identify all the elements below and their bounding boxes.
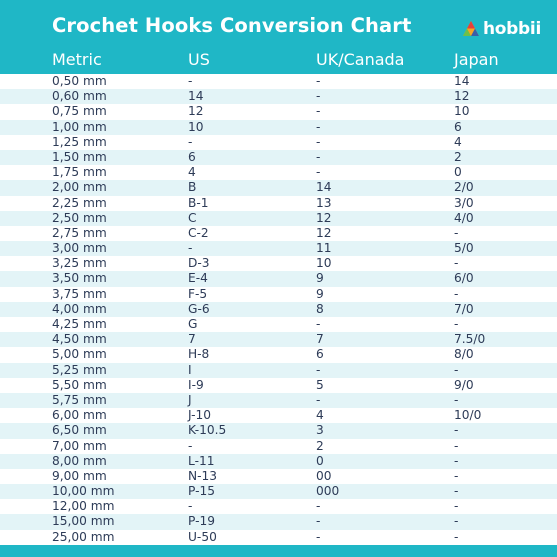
column-header-japan: Japan: [454, 50, 499, 69]
table-row: [0, 317, 557, 332]
table-cell: 8,00 mm: [52, 453, 107, 468]
table-cell: -: [454, 392, 459, 407]
table-row: [0, 423, 557, 438]
column-header-metric: Metric: [52, 50, 102, 69]
table-cell: 10: [316, 256, 332, 271]
table-cell: 9,00 mm: [52, 468, 107, 483]
table-cell: 12: [454, 89, 470, 104]
table-row: [0, 363, 557, 378]
table-cell: 7: [188, 332, 196, 347]
table-row: [0, 347, 557, 362]
table-cell: -: [316, 514, 321, 529]
table-cell: 9/0: [454, 377, 474, 392]
table-row: [0, 469, 557, 484]
table-cell: 10,00 mm: [52, 484, 115, 499]
table-row: [0, 484, 557, 499]
table-cell: -: [454, 453, 459, 468]
table-cell: -: [454, 225, 459, 240]
table-row: [0, 196, 557, 211]
table-cell: 1,25 mm: [52, 134, 107, 149]
conversion-table: [0, 74, 557, 545]
table-cell: -: [188, 241, 193, 256]
table-cell: -: [316, 499, 321, 514]
table-cell: -: [454, 317, 459, 331]
table-cell: -: [316, 89, 321, 104]
table-cell: 0: [316, 453, 324, 468]
page-title: Crochet Hooks Conversion Chart: [52, 14, 412, 37]
column-header-us: US: [188, 50, 210, 69]
table-cell: 7,00 mm: [52, 438, 107, 453]
table-row: [0, 89, 557, 104]
table-cell: 15,00 mm: [52, 514, 115, 529]
table-cell: -: [454, 256, 459, 271]
table-row: [0, 454, 557, 469]
table-cell: 10/0: [454, 408, 482, 423]
table-row: [0, 226, 557, 241]
table-cell: I: [188, 362, 192, 377]
table-cell: 1,75 mm: [52, 165, 107, 180]
table-row: [0, 74, 557, 89]
table-cell: -: [316, 392, 321, 407]
table-cell: 2,50 mm: [52, 210, 107, 225]
table-cell: 2: [454, 149, 462, 164]
table-cell: -: [316, 119, 321, 134]
table-cell: P-15: [188, 484, 215, 499]
footer-bar: [0, 545, 557, 557]
table-cell: B-1: [188, 195, 209, 210]
table-cell: -: [454, 529, 459, 544]
table-cell: K-10.5: [188, 423, 227, 438]
table-cell: D-3: [188, 256, 210, 271]
table-cell: 5,75 mm: [52, 392, 107, 407]
table-row: [0, 150, 557, 165]
table-cell: -: [454, 484, 459, 499]
table-cell: 3,00 mm: [52, 241, 107, 256]
table-cell: 10: [188, 119, 204, 134]
table-cell: 8/0: [454, 347, 474, 362]
table-cell: 14: [454, 74, 470, 88]
table-cell: 5: [316, 377, 324, 392]
table-row: [0, 241, 557, 256]
table-row: [0, 287, 557, 302]
table-cell: C: [188, 210, 197, 225]
table-cell: 12: [316, 225, 332, 240]
table-row: [0, 530, 557, 545]
table-cell: 3/0: [454, 195, 474, 210]
table-cell: 6: [188, 149, 196, 164]
table-cell: 2: [316, 438, 324, 453]
table-cell: B: [188, 180, 197, 195]
table-cell: 4,25 mm: [52, 317, 107, 331]
table-cell: 0,50 mm: [52, 74, 107, 88]
table-cell: 9: [316, 286, 324, 301]
table-row: [0, 393, 557, 408]
table-cell: 4,00 mm: [52, 301, 107, 316]
table-cell: 6,50 mm: [52, 423, 107, 438]
hobbii-yarn-logo-icon: [462, 20, 480, 38]
table-cell: J-10: [188, 408, 212, 423]
table-cell: -: [454, 499, 459, 514]
table-cell: -: [454, 438, 459, 453]
table-cell: 0,75 mm: [52, 104, 107, 119]
table-cell: 12: [188, 104, 204, 119]
table-cell: 12,00 mm: [52, 499, 115, 514]
table-cell: 4/0: [454, 210, 474, 225]
header: [0, 0, 557, 74]
table-cell: H-8: [188, 347, 210, 362]
table-row: [0, 408, 557, 423]
table-cell: 6,00 mm: [52, 408, 107, 423]
table-cell: 5/0: [454, 241, 474, 256]
table-cell: 14: [316, 180, 332, 195]
table-cell: G-6: [188, 301, 210, 316]
table-cell: 14: [188, 89, 204, 104]
table-row: [0, 104, 557, 119]
table-cell: -: [316, 104, 321, 119]
table-cell: 1,00 mm: [52, 119, 107, 134]
table-cell: 10: [454, 104, 470, 119]
table-cell: 2,00 mm: [52, 180, 107, 195]
table-cell: I-9: [188, 377, 204, 392]
table-cell: 12: [316, 210, 332, 225]
table-cell: 3: [316, 423, 324, 438]
table-cell: -: [316, 529, 321, 544]
table-row: [0, 120, 557, 135]
table-cell: -: [454, 514, 459, 529]
table-cell: 11: [316, 241, 332, 256]
table-cell: 1,50 mm: [52, 149, 107, 164]
table-cell: L-11: [188, 453, 215, 468]
table-cell: -: [188, 74, 193, 88]
table-cell: 2,25 mm: [52, 195, 107, 210]
brand-logo: [462, 15, 541, 43]
table-cell: 4: [454, 134, 462, 149]
table-cell: 7/0: [454, 301, 474, 316]
table-cell: 0: [454, 165, 462, 180]
table-row: [0, 135, 557, 150]
table-cell: 2,75 mm: [52, 225, 107, 240]
table-cell: 13: [316, 195, 332, 210]
table-cell: -: [454, 468, 459, 483]
table-cell: 5,25 mm: [52, 362, 107, 377]
table-cell: F-5: [188, 286, 208, 301]
table-row: [0, 378, 557, 393]
table-cell: 9: [316, 271, 324, 286]
table-cell: -: [188, 499, 193, 514]
table-cell: 25,00 mm: [52, 529, 115, 544]
table-cell: J: [188, 392, 192, 407]
table-cell: 3,25 mm: [52, 256, 107, 271]
table-cell: 00: [316, 468, 332, 483]
table-cell: 6: [454, 119, 462, 134]
table-row: [0, 211, 557, 226]
table-row: [0, 256, 557, 271]
table-cell: 4: [188, 165, 196, 180]
logo-text: hobbii: [483, 19, 541, 39]
table-cell: -: [188, 134, 193, 149]
column-header-uk-canada: UK/Canada: [316, 50, 405, 69]
table-cell: -: [316, 74, 321, 88]
table-cell: 000: [316, 484, 340, 499]
table-cell: 0,60 mm: [52, 89, 107, 104]
table-cell: G: [188, 317, 198, 331]
table-cell: 6: [316, 347, 324, 362]
table-cell: 7: [316, 332, 324, 347]
table-cell: 4,50 mm: [52, 332, 107, 347]
table-cell: 3,75 mm: [52, 286, 107, 301]
table-row: [0, 165, 557, 180]
table-cell: -: [316, 317, 321, 331]
table-cell: -: [316, 165, 321, 180]
table-cell: C-2: [188, 225, 209, 240]
table-cell: -: [188, 438, 193, 453]
table-cell: -: [316, 149, 321, 164]
table-cell: -: [454, 362, 459, 377]
table-cell: U-50: [188, 529, 217, 544]
table-cell: 7.5/0: [454, 332, 486, 347]
table-row: [0, 180, 557, 195]
table-cell: 3,50 mm: [52, 271, 107, 286]
table-cell: -: [316, 362, 321, 377]
table-cell: E-4: [188, 271, 208, 286]
table-row: [0, 271, 557, 286]
table-cell: -: [316, 134, 321, 149]
table-cell: -: [454, 286, 459, 301]
table-cell: 5,50 mm: [52, 377, 107, 392]
table-row: [0, 302, 557, 317]
table-row: [0, 514, 557, 529]
table-cell: -: [454, 423, 459, 438]
table-row: [0, 499, 557, 514]
table-cell: 6/0: [454, 271, 474, 286]
table-cell: 5,00 mm: [52, 347, 107, 362]
table-cell: N-13: [188, 468, 218, 483]
table-row: [0, 332, 557, 347]
table-row: [0, 439, 557, 454]
table-cell: P-19: [188, 514, 215, 529]
table-cell: 2/0: [454, 180, 474, 195]
table-cell: 4: [316, 408, 324, 423]
table-cell: 8: [316, 301, 324, 316]
